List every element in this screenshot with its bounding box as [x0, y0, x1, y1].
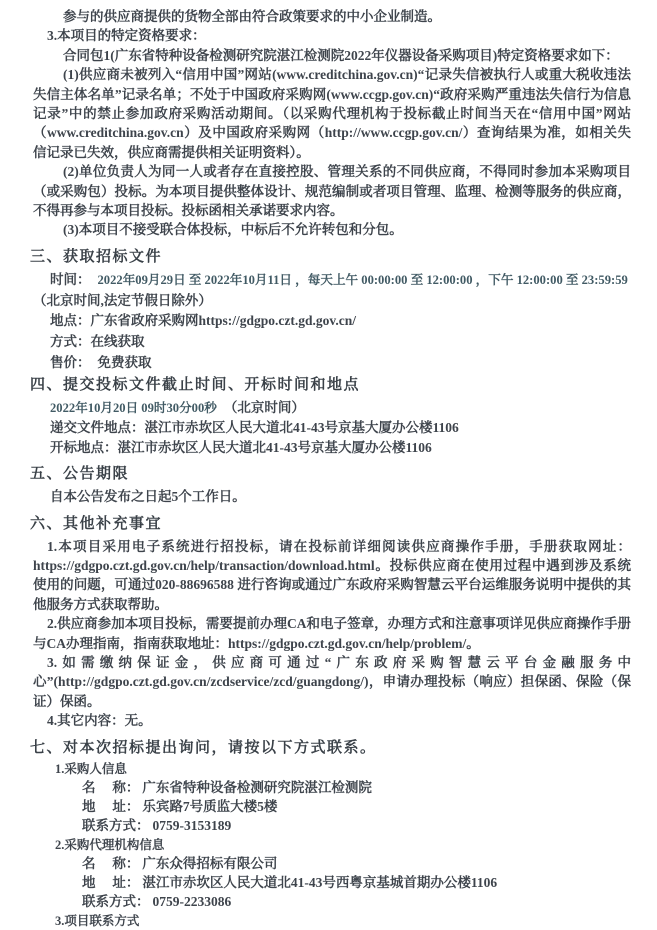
supplement-item-4: 4.其它内容：无。 [47, 713, 152, 729]
agency-contact-label: 联系方式： [82, 893, 150, 909]
supplement-item-1: 1.本项目采用电子系统进行招投标，请在投标前详细阅读供应商操作手册，手册获取网址：https://gdgpo.czt.gd.gov.cn/help/transaction/download.html。投标供应商在使用过程中遇到涉及系统使用的问题，可通过020-88696588 进行咨询或通过广东政府采购智慧云平台运维服务说明中提供的其他服务方式获取帮助。 [33, 538, 631, 612]
place-label: 地点： [50, 313, 91, 329]
project-contact-heading: 3.项目联系方式 [55, 913, 140, 928]
deadline-note: （北京时间） [223, 399, 305, 415]
time-value: 2022年09月29日 至 2022年10月11日 ，每天上午 00:00:00 至 12:00:00 ，下午 12:00:00 至 23:59:59 [97, 272, 628, 287]
intro-line-contract-package: 合同包1(广东省特种设备检测研究院湛江检测院2022年仪器设备采购项目)特定资格要求如下： [63, 47, 619, 63]
intro-line-qualification-heading: 3.本项目的特定资格要求： [47, 28, 206, 44]
agency-address-label: 地 址： [82, 874, 140, 890]
qualification-item-1: (1)供应商未被列入“信用中国”网站(www.creditchina.gov.cn)“记录失信被执行人或重大税收违法失信主体名单”记录名单；不处于中国政府采购网(www.ccgp.gov.cn)“政府采购严重违法失信行为信息记录”中的禁止参加政府采购活动期间。（以采购代理机构于投标截止时间当天在“信用中国”网站（www.creditchina.gov.cn）及中国政府采购网（http://www.ccgp.gov.cn/）查询结果为准，如相关失信记录已失效，供应商需提供相关证明资料）。 [33, 67, 631, 160]
purchaser-name-row [82, 778, 631, 797]
purchaser-address-value: 乐宾路7号质监大楼5楼 [142, 798, 278, 814]
purchaser-contact-label: 联系方式： [82, 817, 150, 833]
qualification-item-2: (2)单位负责人为同一人或者存在直接控股、管理关系的不同供应商，不得同时参加本采购项目（或采购包）投标。为本项目提供整体设计、规范编制或者项目管理、监理、检测等服务的供应商，不得再参与本项目投标。投标函相关承诺要求内容。 [33, 164, 631, 219]
agency-address-value: 湛江市赤坎区人民大道北41-43号西粤京基城首期办公楼1106 [142, 874, 498, 890]
purchaser-contact-row [82, 816, 631, 835]
submit-place-value: 湛江市赤坎区人民大道北41-43号京基大厦办公楼1106 [144, 420, 459, 436]
agency-contact-row [82, 892, 631, 911]
section-6-title: 六、其他补充事宜 [30, 515, 163, 532]
purchaser-info-heading: 1.采购人信息 [55, 761, 127, 776]
purchaser-name-label: 名 称： [82, 779, 140, 795]
intro-line-sme: 参与的供应商提供的货物全部由符合政策要求的中小企业制造。 [63, 9, 441, 24]
obtain-price-row [50, 353, 631, 374]
obtain-place-row [50, 311, 631, 332]
method-label: 方式： [50, 334, 91, 350]
section-5-title: 五、公告期限 [30, 465, 130, 482]
section-7-title: 七、对本次招标提出询问，请按以下方式联系。 [30, 739, 377, 756]
supplement-item-3: 3.如需缴纳保证金，供应商可通过“广东政府采购智慧云平台金融服务中心”(http://gdgpo.czt.gd.gov.cn/zcdservice/zcd/guangdong/)，申请办理投标（响应）担保函、保险（保证）保函。 [33, 655, 631, 709]
purchaser-contact-value: 0759-3153189 [152, 817, 232, 833]
agency-name-row [82, 854, 631, 873]
method-value: 在线获取 [90, 334, 145, 350]
price-label: 售价： [50, 355, 91, 371]
supplement-item-2: 2.供应商参加本项目投标，需要提前办理CA和电子签章，办理方式和注意事项详见供应商操作手册与CA办理指南，指南获取地址：https://gdgpo.czt.gd.gov.cn/help/problem/。 [33, 616, 631, 651]
obtain-method-row [50, 332, 631, 353]
agency-contact-value: 0759-2233086 [152, 893, 232, 909]
submit-place-row [50, 418, 631, 438]
agency-name-label: 名 称： [82, 855, 140, 871]
purchaser-name-value: 广东省特种设备检测研究院湛江检测院 [142, 779, 372, 795]
submit-place-label: 递交文件地点： [50, 420, 145, 436]
price-value: 免费获取 [97, 355, 152, 371]
deadline-value: 2022年10月20日 09时30分00秒 [50, 400, 217, 415]
obtain-time-row [50, 270, 631, 291]
purchaser-address-row [82, 797, 631, 816]
open-place-value: 湛江市赤坎区人民大道北41-43号京基大厦办公楼1106 [117, 440, 432, 456]
time-note: （北京时间,法定节假日除外） [33, 292, 212, 308]
open-place-label: 开标地点： [50, 440, 118, 456]
section-3-title: 三、获取招标文件 [30, 248, 163, 265]
announcement-period-text: 自本公告发布之日起5个工作日。 [50, 488, 246, 504]
open-place-row [50, 438, 631, 458]
agency-name-value: 广东众得招标有限公司 [142, 855, 278, 871]
deadline-row [50, 398, 631, 419]
time-label: 时间： [50, 271, 91, 287]
agency-info-heading: 2.采购代理机构信息 [55, 837, 165, 852]
purchaser-address-label: 地 址： [82, 798, 140, 814]
qualification-item-3: (3)本项目不接受联合体投标，中标后不允许转包和分包。 [63, 222, 403, 238]
agency-address-row [82, 873, 631, 892]
section-4-title: 四、提交投标文件截止时间、开标时间和地点 [30, 376, 361, 393]
place-value: 广东省政府采购网https://gdgpo.czt.gd.gov.cn/ [90, 313, 357, 329]
